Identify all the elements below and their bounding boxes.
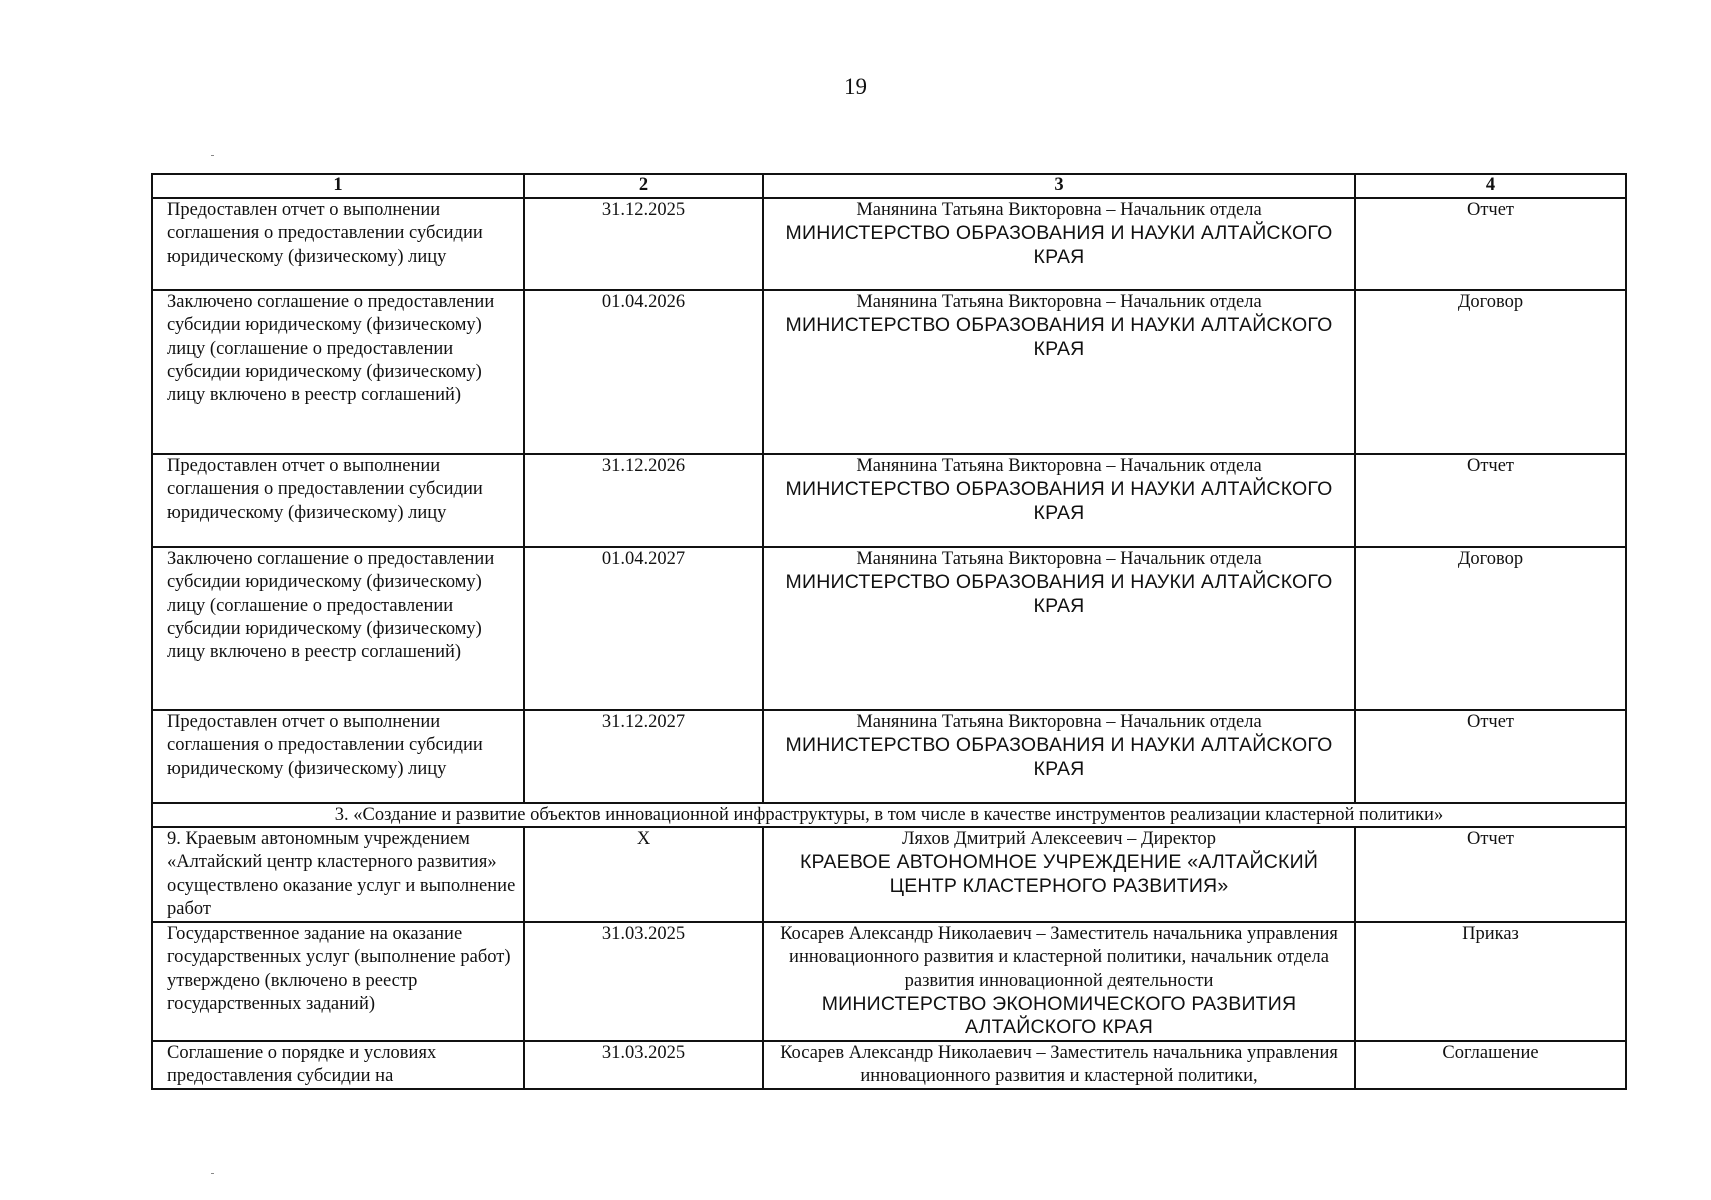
responsible-organization: МИНИСТЕРСТВО ОБРАЗОВАНИЯ И НАУКИ АЛТАЙСКОГО КРАЯ <box>785 734 1333 780</box>
scan-speck <box>211 1173 214 1174</box>
responsible-person: Манянина Татьяна Викторовна – Начальник отдела <box>856 712 1262 732</box>
deadline-date: 31.12.2026 <box>524 454 763 547</box>
responsible-cell <box>763 1041 1355 1090</box>
responsible-cell <box>763 454 1355 547</box>
deadline-date: 31.12.2027 <box>524 710 763 803</box>
section-header-row <box>152 803 1626 827</box>
measures-table <box>151 173 1627 1090</box>
responsible-organization: МИНИСТЕРСТВО ОБРАЗОВАНИЯ И НАУКИ АЛТАЙСКОГО КРАЯ <box>785 314 1333 360</box>
table-row <box>152 547 1626 710</box>
responsible-person: Манянина Татьяна Викторовна – Начальник отдела <box>856 200 1262 220</box>
column-header: 1 <box>152 174 524 198</box>
result-document: Соглашение <box>1355 1041 1626 1090</box>
responsible-person: Косарев Александр Николаевич – Заместитель начальника управления инновационного развития и кластерной политики, начальник отдела развития инновационной деятельности <box>780 924 1338 991</box>
measure-description: Заключено соглашение о предоставлении субсидии юридическому (физическому) лицу (соглашение о предоставлении субсидии юридическому (физическому) лицу включено в реестр соглашений) <box>152 547 524 710</box>
measure-description: Предоставлен отчет о выполнении соглашения о предоставлении субсидии юридическому (физическому) лицу <box>152 454 524 547</box>
column-header: 3 <box>763 174 1355 198</box>
table-row <box>152 922 1626 1040</box>
table-row <box>152 198 1626 290</box>
result-document: Договор <box>1355 547 1626 710</box>
responsible-organization: КРАЕВОЕ АВТОНОМНОЕ УЧРЕЖДЕНИЕ «АЛТАЙСКИЙ ЦЕНТР КЛАСТЕРНОГО РАЗВИТИЯ» <box>799 851 1319 897</box>
responsible-cell <box>763 547 1355 710</box>
responsible-organization: МИНИСТЕРСТВО ЭКОНОМИЧЕСКОГО РАЗВИТИЯ АЛТАЙСКОГО КРАЯ <box>821 993 1297 1039</box>
result-document: Отчет <box>1355 710 1626 803</box>
table-row <box>152 710 1626 803</box>
deadline-date: X <box>524 827 763 922</box>
responsible-cell <box>763 827 1355 922</box>
table-header-row <box>152 174 1626 198</box>
deadline-date: 31.03.2025 <box>524 922 763 1040</box>
responsible-organization: МИНИСТЕРСТВО ОБРАЗОВАНИЯ И НАУКИ АЛТАЙСКОГО КРАЯ <box>785 478 1333 524</box>
result-document: Отчет <box>1355 454 1626 547</box>
table-row <box>152 827 1626 922</box>
page-number: 19 <box>844 74 867 99</box>
result-document: Отчет <box>1355 827 1626 922</box>
result-document: Договор <box>1355 290 1626 454</box>
responsible-person: Ляхов Дмитрий Алексеевич – Директор <box>901 829 1217 849</box>
responsible-organization: МИНИСТЕРСТВО ОБРАЗОВАНИЯ И НАУКИ АЛТАЙСКОГО КРАЯ <box>785 222 1333 268</box>
table-row <box>152 1041 1626 1090</box>
result-document: Отчет <box>1355 198 1626 290</box>
responsible-person: Манянина Татьяна Викторовна – Начальник отдела <box>856 292 1262 312</box>
deadline-date: 01.04.2027 <box>524 547 763 710</box>
deadline-date: 31.12.2025 <box>524 198 763 290</box>
responsible-cell <box>763 290 1355 454</box>
measure-description: 9. Краевым автономным учреждением «Алтайский центр кластерного развития» осуществлено оказание услуг и выполнение работ <box>152 827 524 922</box>
section-title: 3. «Создание и развитие объектов инновационной инфраструктуры, в том числе в качестве инструментов реализации кластерной политики» <box>152 803 1626 827</box>
table-row <box>152 290 1626 454</box>
table-row <box>152 454 1626 547</box>
responsible-person: Манянина Татьяна Викторовна – Начальник отдела <box>856 549 1262 569</box>
responsible-cell <box>763 198 1355 290</box>
measure-description: Государственное задание на оказание государственных услуг (выполнение работ) утверждено (включено в реестр государственных заданий) <box>152 922 524 1040</box>
responsible-cell <box>763 710 1355 803</box>
column-header: 2 <box>524 174 763 198</box>
measure-description: Предоставлен отчет о выполнении соглашения о предоставлении субсидии юридическому (физическому) лицу <box>152 710 524 803</box>
result-document: Приказ <box>1355 922 1626 1040</box>
responsible-person: Косарев Александр Николаевич – Заместитель начальника управления инновационного развития и кластерной политики, <box>780 1042 1338 1086</box>
deadline-date: 01.04.2026 <box>524 290 763 454</box>
responsible-person: Манянина Татьяна Викторовна – Начальник отдела <box>856 456 1262 476</box>
responsible-organization: МИНИСТЕРСТВО ОБРАЗОВАНИЯ И НАУКИ АЛТАЙСКОГО КРАЯ <box>785 571 1333 617</box>
measure-description: Заключено соглашение о предоставлении субсидии юридическому (физическому) лицу (соглашение о предоставлении субсидии юридическому (физическому) лицу включено в реестр соглашений) <box>152 290 524 454</box>
responsible-cell <box>763 922 1355 1040</box>
measure-description: Предоставлен отчет о выполнении соглашения о предоставлении субсидии юридическому (физическому) лицу <box>152 198 524 290</box>
scan-speck <box>211 155 214 156</box>
deadline-date: 31.03.2025 <box>524 1041 763 1090</box>
column-header: 4 <box>1355 174 1626 198</box>
measure-description: Соглашение о порядке и условиях предоставления субсидии на <box>152 1041 524 1090</box>
